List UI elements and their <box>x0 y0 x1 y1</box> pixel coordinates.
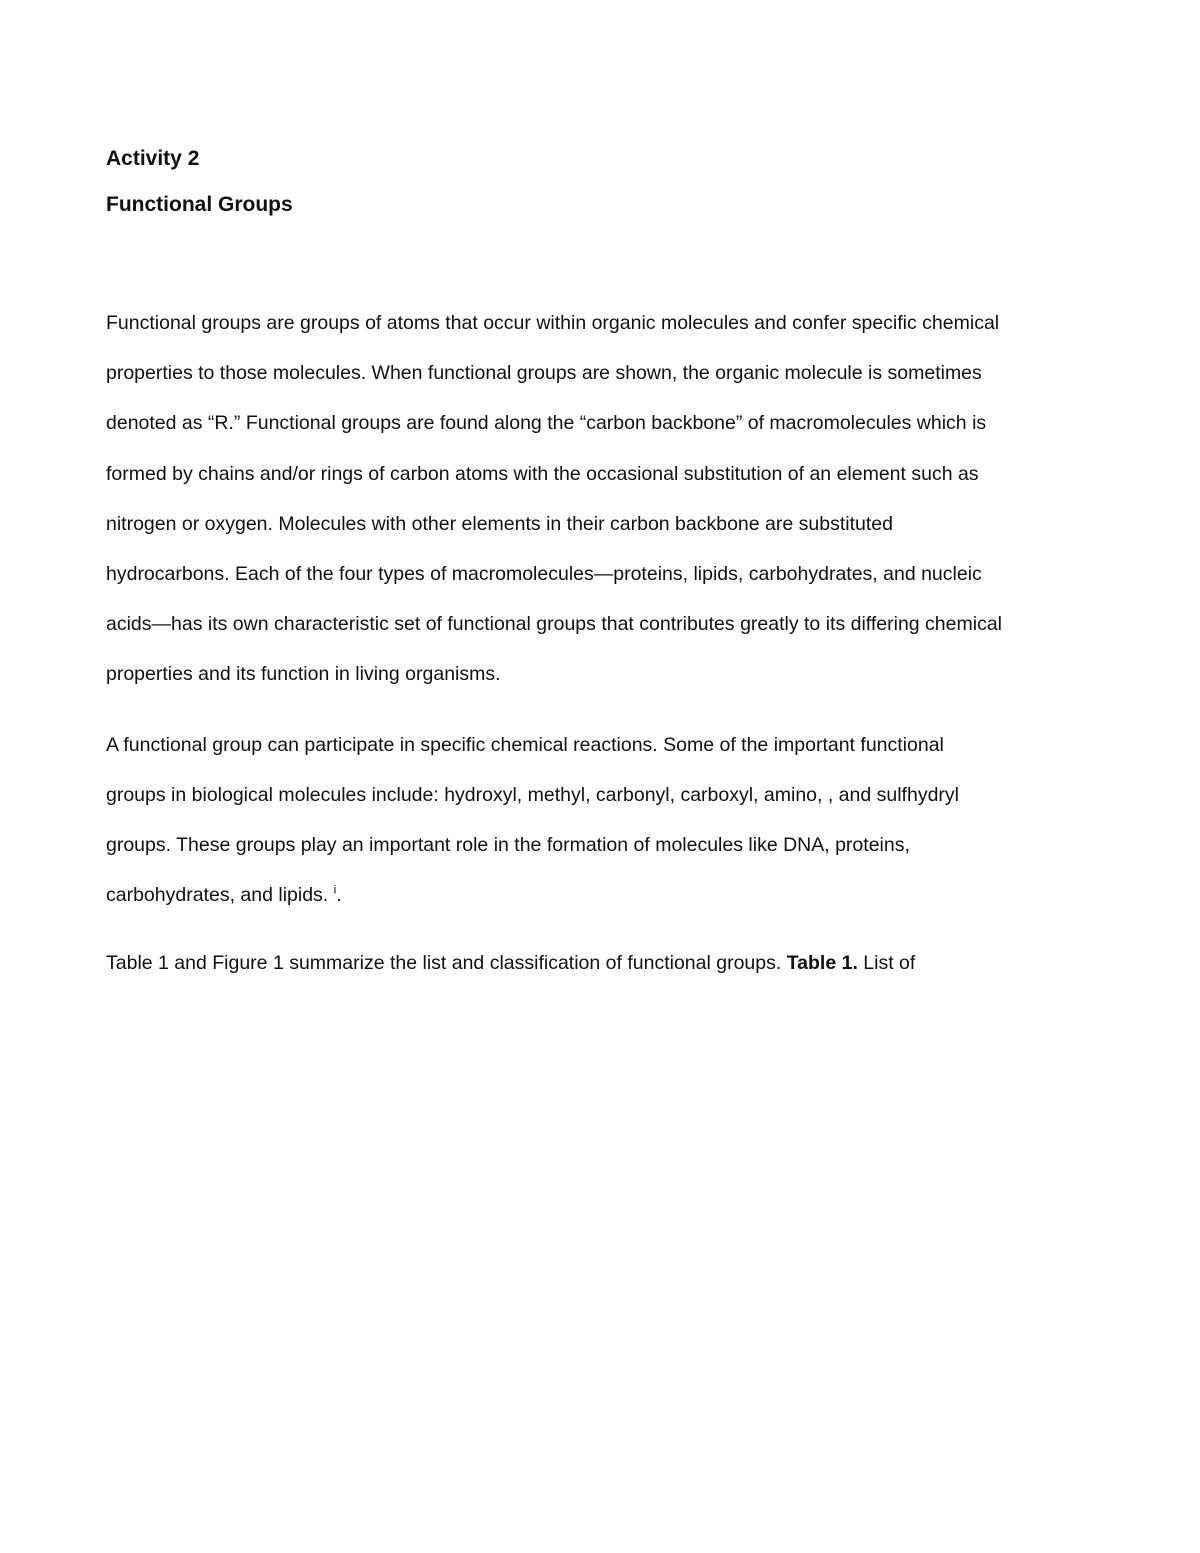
activity-title: Activity 2 <box>106 147 200 170</box>
paragraph-last-line-end: . <box>336 884 342 907</box>
paragraph-line: hydrocarbons. Each of the four types of macromolecules—proteins, lipids, carbohydrates, and nucleic <box>106 563 982 586</box>
paragraph-line: groups. These groups play an important role in the formation of molecules like DNA, proteins, <box>106 834 910 857</box>
paragraph-line: A functional group can participate in specific chemical reactions. Some of the important functional <box>106 733 944 756</box>
paragraph-line: groups in biological molecules include: hydroxyl, methyl, carbonyl, carboxyl, amino, , and sulfhydryl <box>106 783 959 806</box>
table-reference-label: Table 1. <box>786 952 858 975</box>
document-content <box>106 136 1116 1009</box>
paragraph-functional-groups <box>106 720 1116 921</box>
paragraph-line: nitrogen or oxygen. Molecules with other elements in their carbon backbone are substituted <box>106 512 893 535</box>
paragraph-line: properties to those molecules. When functional groups are shown, the organic molecule is sometimes <box>106 362 982 385</box>
paragraph-line: denoted as “R.” Functional groups are found along the “carbon backbone” of macromolecules which is <box>106 412 987 435</box>
table-intro-text: Table 1 and Figure 1 summarize the list and classification of functional groups. <box>106 952 787 975</box>
table-intro-tail: List of <box>857 952 916 975</box>
section-title: Functional Groups <box>106 193 293 216</box>
paragraph-table-intro <box>106 938 1116 988</box>
paragraph-line: acids—has its own characteristic set of functional groups that contributes greatly to its differing chemical <box>106 613 1002 636</box>
paragraph-line: Functional groups are groups of atoms that occur within organic molecules and confer specific chemical <box>106 312 1000 334</box>
paragraph-last-line-text: carbohydrates, and lipids. <box>106 884 334 907</box>
footnote-marker[interactable]: i <box>333 882 337 897</box>
paragraph-last-line <box>106 870 1116 920</box>
paragraph-line: formed by chains and/or rings of carbon atoms with the occasional substitution of an element such as <box>106 462 979 485</box>
paragraph-line <box>106 938 1116 988</box>
paragraph-intro <box>106 298 1116 700</box>
paragraph-line: properties and its function in living organisms. <box>106 663 501 686</box>
